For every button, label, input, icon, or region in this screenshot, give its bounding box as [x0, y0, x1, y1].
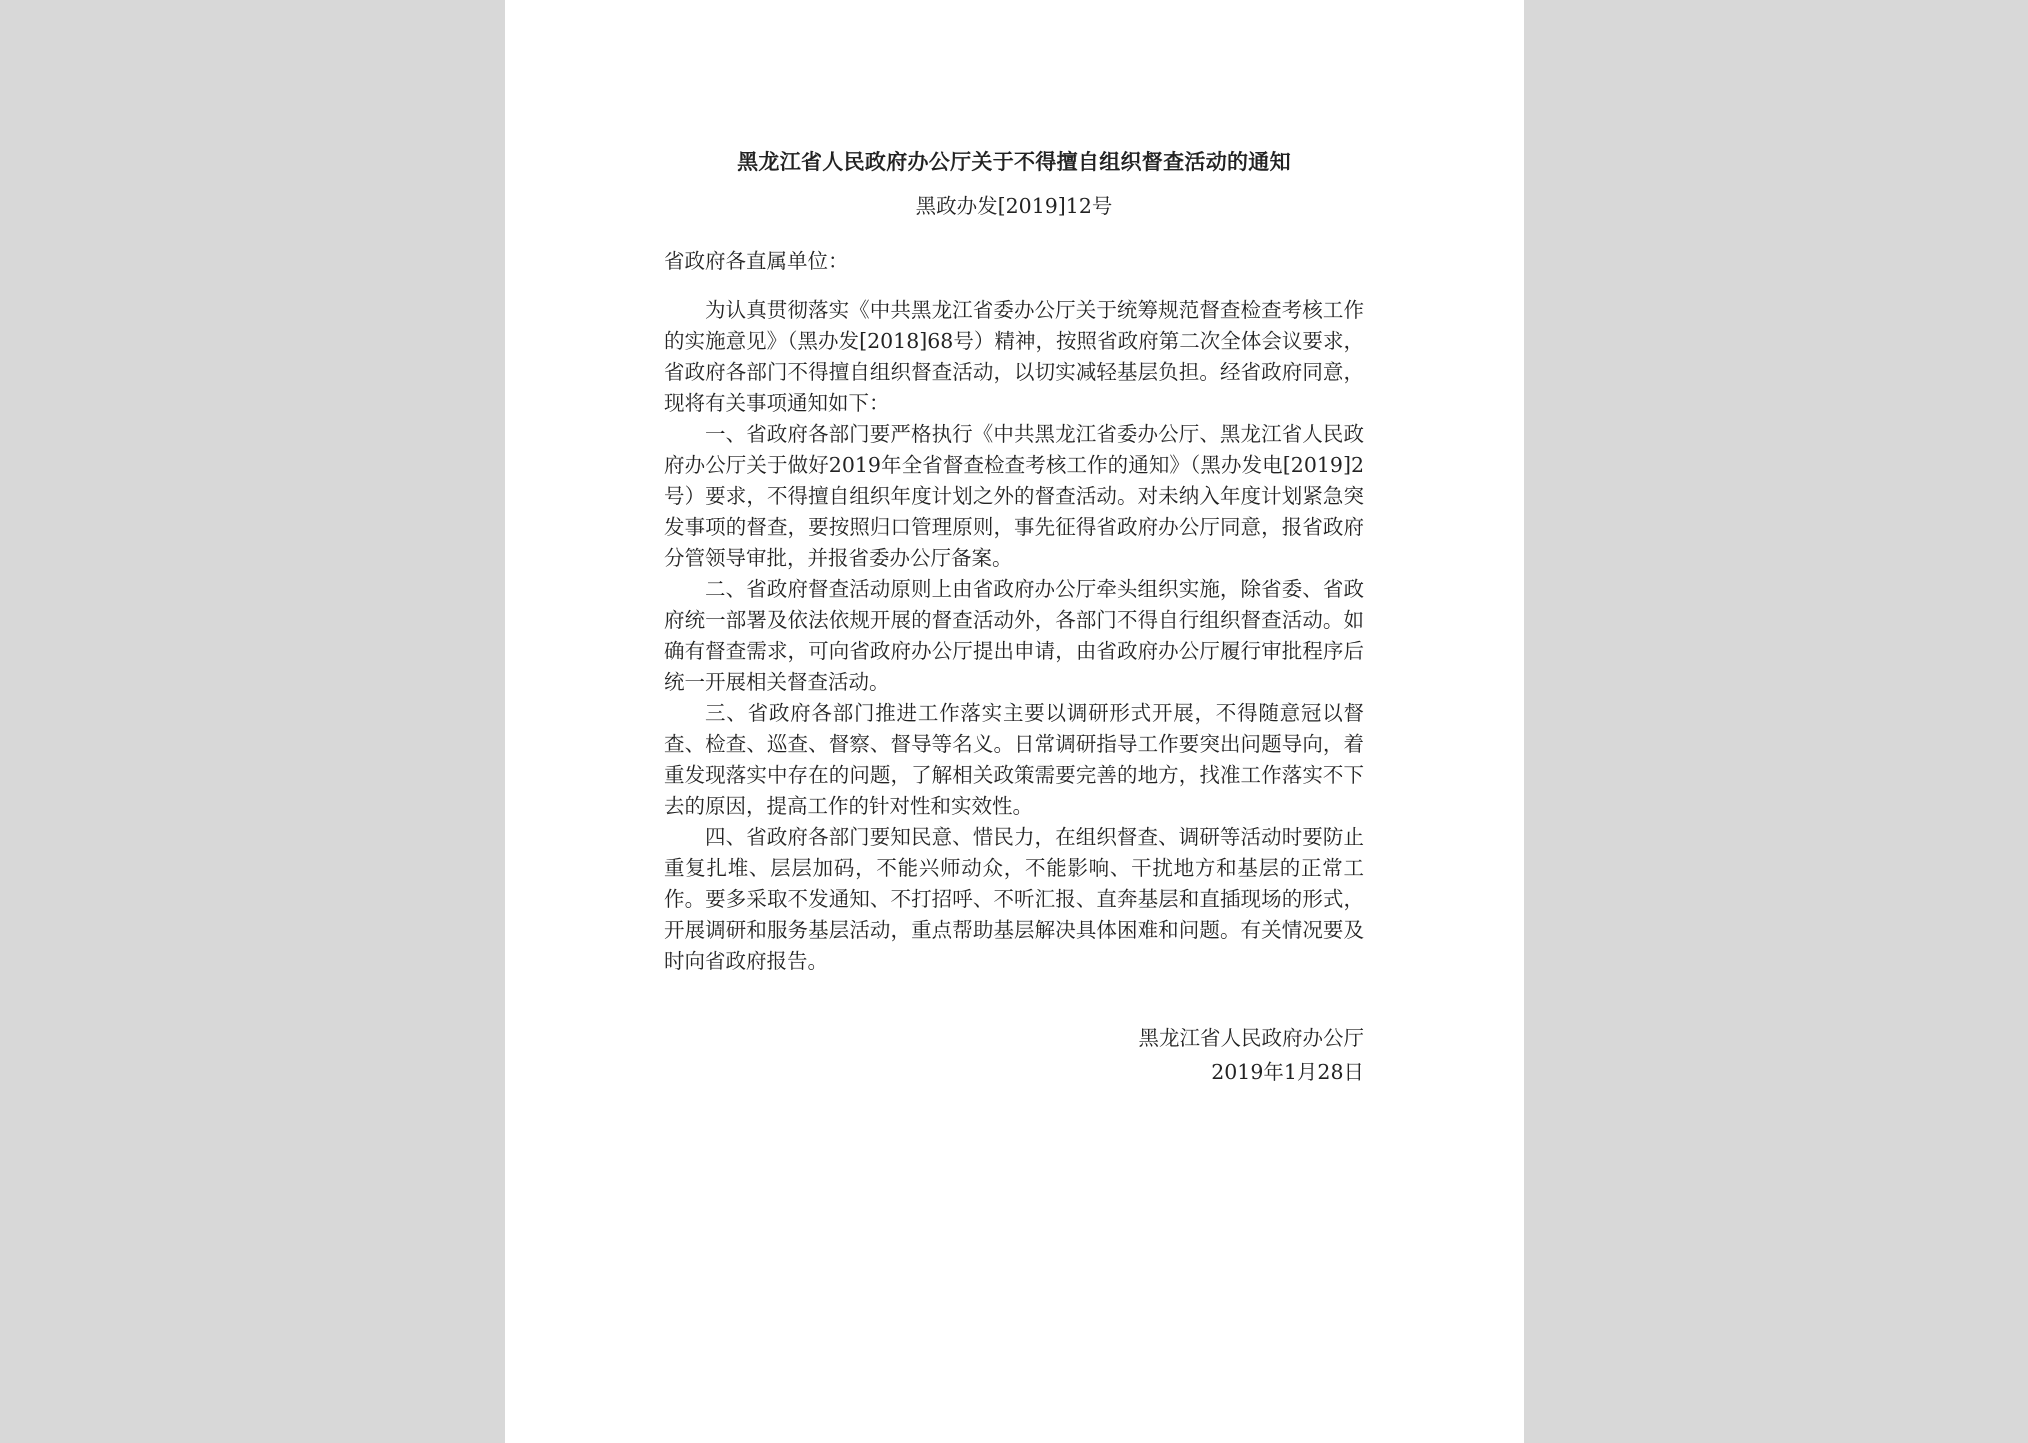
document-page: [505, 0, 1524, 1443]
paragraph-item-3: 三、省政府各部门推进工作落实主要以调研形式开展，不得随意冠以督查、检查、巡查、督察、督导等名义。日常调研指导工作要突出问题导向，着重发现落实中存在的问题，了解相关政策需要完善的地方，找准工作落实不下去的原因，提高工作的针对性和实效性。: [664, 701, 1364, 818]
paragraph-item-2: 二、省政府督查活动原则上由省政府办公厅牵头组织实施，除省委、省政府统一部署及依法依规开展的督查活动外，各部门不得自行组织督查活动。如确有督查需求，可向省政府办公厅提出申请，由省政府办公厅履行审批程序后统一开展相关督查活动。: [664, 577, 1364, 694]
issuer-name: 黑龙江省人民政府办公厅: [1138, 1026, 1364, 1050]
paragraph-item-1: 一、省政府各部门要严格执行《中共黑龙江省委办公厅、黑龙江省人民政府办公厅关于做好2019年全省督查检查考核工作的通知》（黑办发电[2019]2号）要求，不得擅自组织年度计划之外的督查活动。对未纳入年度计划紧急突发事项的督查，要按照归口管理原则，事先征得省政府办公厅同意，报省政府分管领导审批，并报省委办公厅备案。: [664, 422, 1364, 570]
document-title: 黑龙江省人民政府办公厅关于不得擅自组织督查活动的通知: [737, 149, 1291, 174]
document-body: [664, 145, 1364, 1089]
issue-date: 2019年1月28日: [1211, 1060, 1364, 1084]
paragraph-intro: 为认真贯彻落实《中共黑龙江省委办公厅关于统筹规范督查检查考核工作的实施意见》（黑办发[2018]68号）精神，按照省政府第二次全体会议要求，省政府各部门不得擅自组织督查活动，以切实减轻基层负担。经省政府同意，现将有关事项通知如下：: [664, 298, 1364, 415]
document-number: 黑政办发[2019]12号: [915, 194, 1113, 218]
signature-block: [664, 1021, 1364, 1089]
salutation: 省政府各直属单位：: [664, 249, 849, 273]
paragraph-item-4: 四、省政府各部门要知民意、惜民力，在组织督查、调研等活动时要防止重复扎堆、层层加码，不能兴师动众，不能影响、干扰地方和基层的正常工作。要多采取不发通知、不打招呼、不听汇报、直奔基层和直插现场的形式，开展调研和服务基层活动，重点帮助基层解决具体困难和问题。有关情况要及时向省政府报告。: [664, 825, 1364, 973]
